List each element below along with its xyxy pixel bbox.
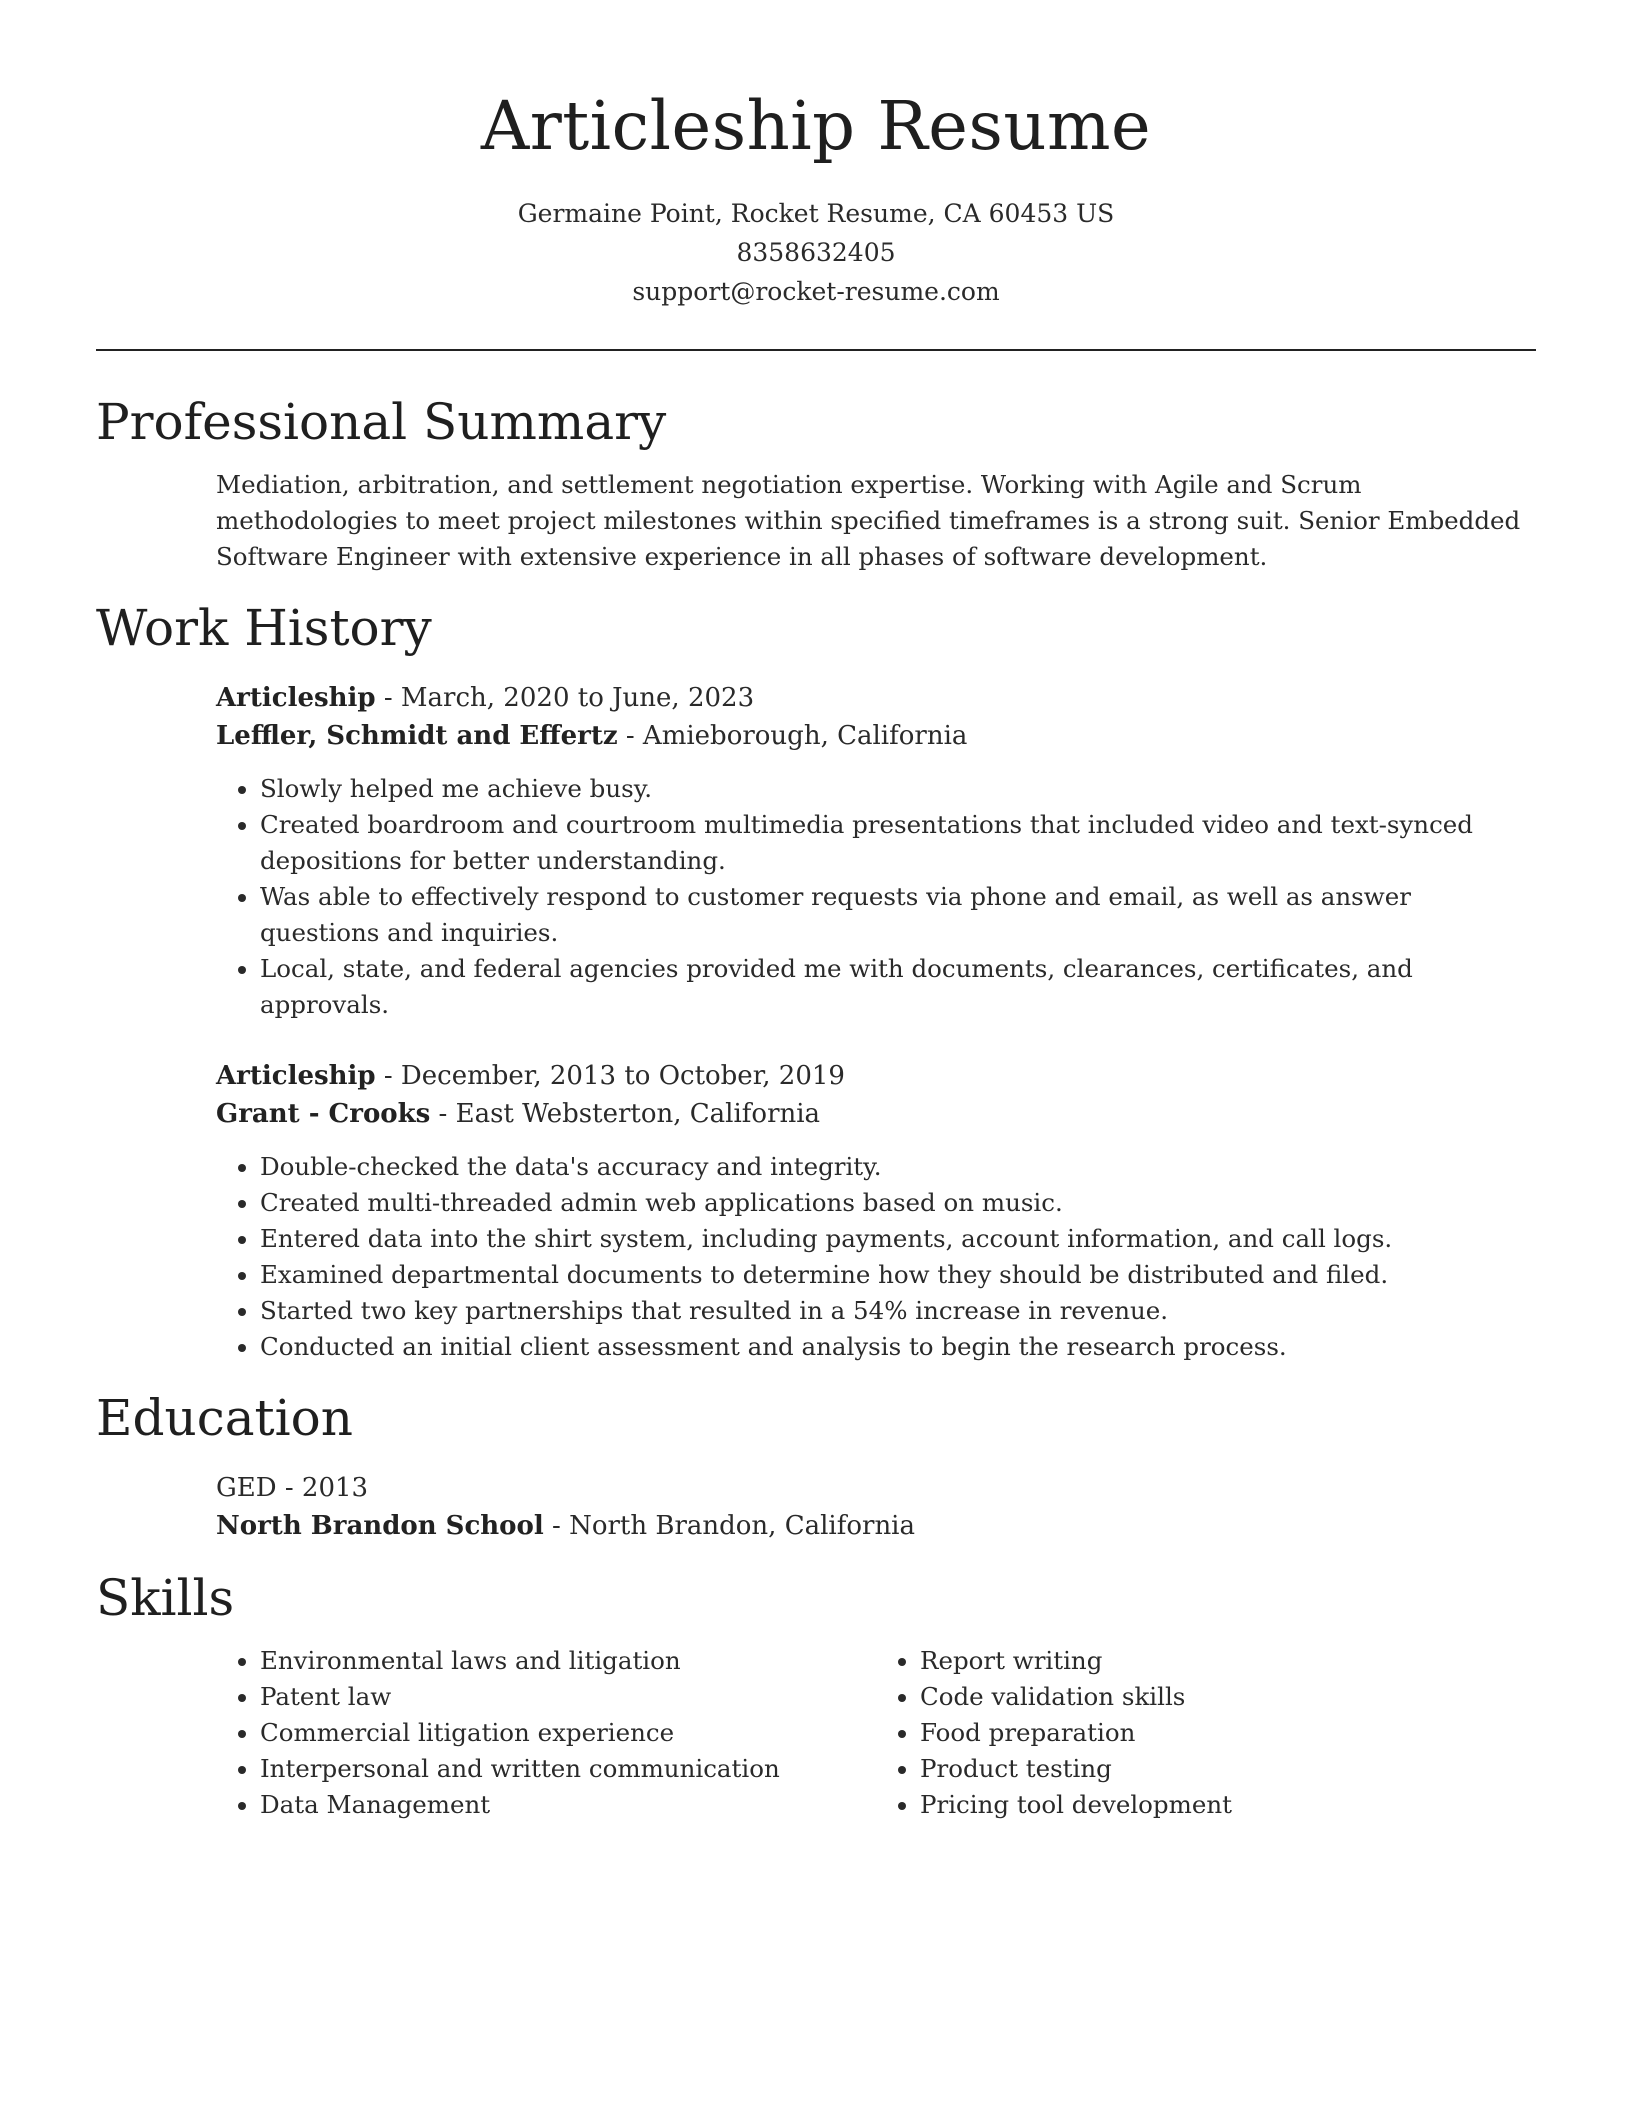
contact-info bbox=[96, 194, 1536, 311]
skill-item: • Pricing tool development bbox=[920, 1787, 1536, 1823]
job-entry bbox=[216, 1057, 1536, 1365]
resume-name: Articleship Resume bbox=[480, 87, 1152, 165]
skill-item: • Code validation skills bbox=[920, 1679, 1536, 1715]
skill-item: • Product testing bbox=[920, 1751, 1536, 1787]
section-title-skills: Skills bbox=[96, 1569, 235, 1627]
skill-item: • Data Management bbox=[260, 1787, 876, 1823]
job-bullet: • Slowly helped me achieve busy. bbox=[260, 771, 1536, 807]
contact-phone: 8358632405 bbox=[736, 238, 896, 267]
job-location: - East Websterton, California bbox=[430, 1099, 821, 1129]
job-title-line bbox=[216, 679, 1536, 717]
job-company-line bbox=[216, 1095, 1536, 1133]
job-bullet: • Created multi-threaded admin web applications based on music. bbox=[260, 1185, 1536, 1221]
job-bullet: • Created boardroom and courtroom multimedia presentations that included video and text-synced depositions for better understanding. bbox=[260, 807, 1536, 879]
education-school: North Brandon School bbox=[216, 1511, 544, 1541]
skill-item: • Patent law bbox=[260, 1679, 876, 1715]
skills-list-right bbox=[876, 1643, 1536, 1823]
job-dates: - March, 2020 to June, 2023 bbox=[375, 683, 755, 713]
section-title-work-history: Work History bbox=[96, 599, 432, 657]
job-bullet: • Examined departmental documents to determine how they should be distributed and filed. bbox=[260, 1257, 1536, 1293]
job-bullet: • Local, state, and federal agencies provided me with documents, clearances, certificates, and approvals. bbox=[260, 951, 1536, 1023]
resume-page bbox=[96, 0, 1536, 1823]
education-degree: GED - 2013 bbox=[216, 1473, 369, 1503]
job-bullets bbox=[216, 1149, 1536, 1365]
skills-columns bbox=[216, 1643, 1536, 1823]
section-title-summary: Professional Summary bbox=[96, 393, 667, 451]
skill-item: • Commercial litigation experience bbox=[260, 1715, 876, 1751]
job-bullet: • Entered data into the shirt system, including payments, account information, and call logs. bbox=[260, 1221, 1536, 1257]
resume-header bbox=[96, 0, 1536, 311]
skill-item: • Interpersonal and written communication bbox=[260, 1751, 876, 1787]
skill-item: • Food preparation bbox=[920, 1715, 1536, 1751]
education-location: - North Brandon, California bbox=[543, 1511, 915, 1541]
skill-item: • Report writing bbox=[920, 1643, 1536, 1679]
job-bullet: • Double-checked the data's accuracy and integrity. bbox=[260, 1149, 1536, 1185]
job-company-line bbox=[216, 717, 1536, 755]
job-location: - Amieborough, California bbox=[617, 721, 968, 751]
summary-text: Mediation, arbitration, and settlement negotiation expertise. Working with Agile and Scrum methodologies to meet project milestones within specified timeframes is a strong suit. Senior Embedded Software Engineer with extensive experience in all phases of software development. bbox=[216, 470, 1521, 571]
education-school-line bbox=[216, 1507, 1536, 1545]
job-position: Articleship bbox=[216, 683, 376, 713]
job-title-line bbox=[216, 1057, 1536, 1095]
header-divider bbox=[96, 349, 1536, 351]
job-entry bbox=[216, 679, 1536, 1023]
skill-item: • Environmental laws and litigation bbox=[260, 1643, 876, 1679]
section-title-education: Education bbox=[96, 1389, 353, 1447]
job-position: Articleship bbox=[216, 1061, 376, 1091]
contact-email: support@rocket-resume.com bbox=[632, 277, 1000, 306]
job-dates: - December, 2013 to October, 2019 bbox=[375, 1061, 845, 1091]
skills-list-left bbox=[216, 1643, 876, 1823]
contact-address: Germaine Point, Rocket Resume, CA 60453 US bbox=[517, 199, 1115, 228]
job-bullet: • Conducted an initial client assessment and analysis to begin the research process. bbox=[260, 1329, 1536, 1365]
job-bullet: • Was able to effectively respond to customer requests via phone and email, as well as answer questions and inquiries. bbox=[260, 879, 1536, 951]
job-company: Leffler, Schmidt and Effertz bbox=[216, 721, 618, 751]
job-bullet: • Started two key partnerships that resulted in a 54% increase in revenue. bbox=[260, 1293, 1536, 1329]
job-bullets bbox=[216, 771, 1536, 1023]
job-company: Grant - Crooks bbox=[216, 1099, 431, 1129]
education-entry bbox=[216, 1469, 1536, 1545]
